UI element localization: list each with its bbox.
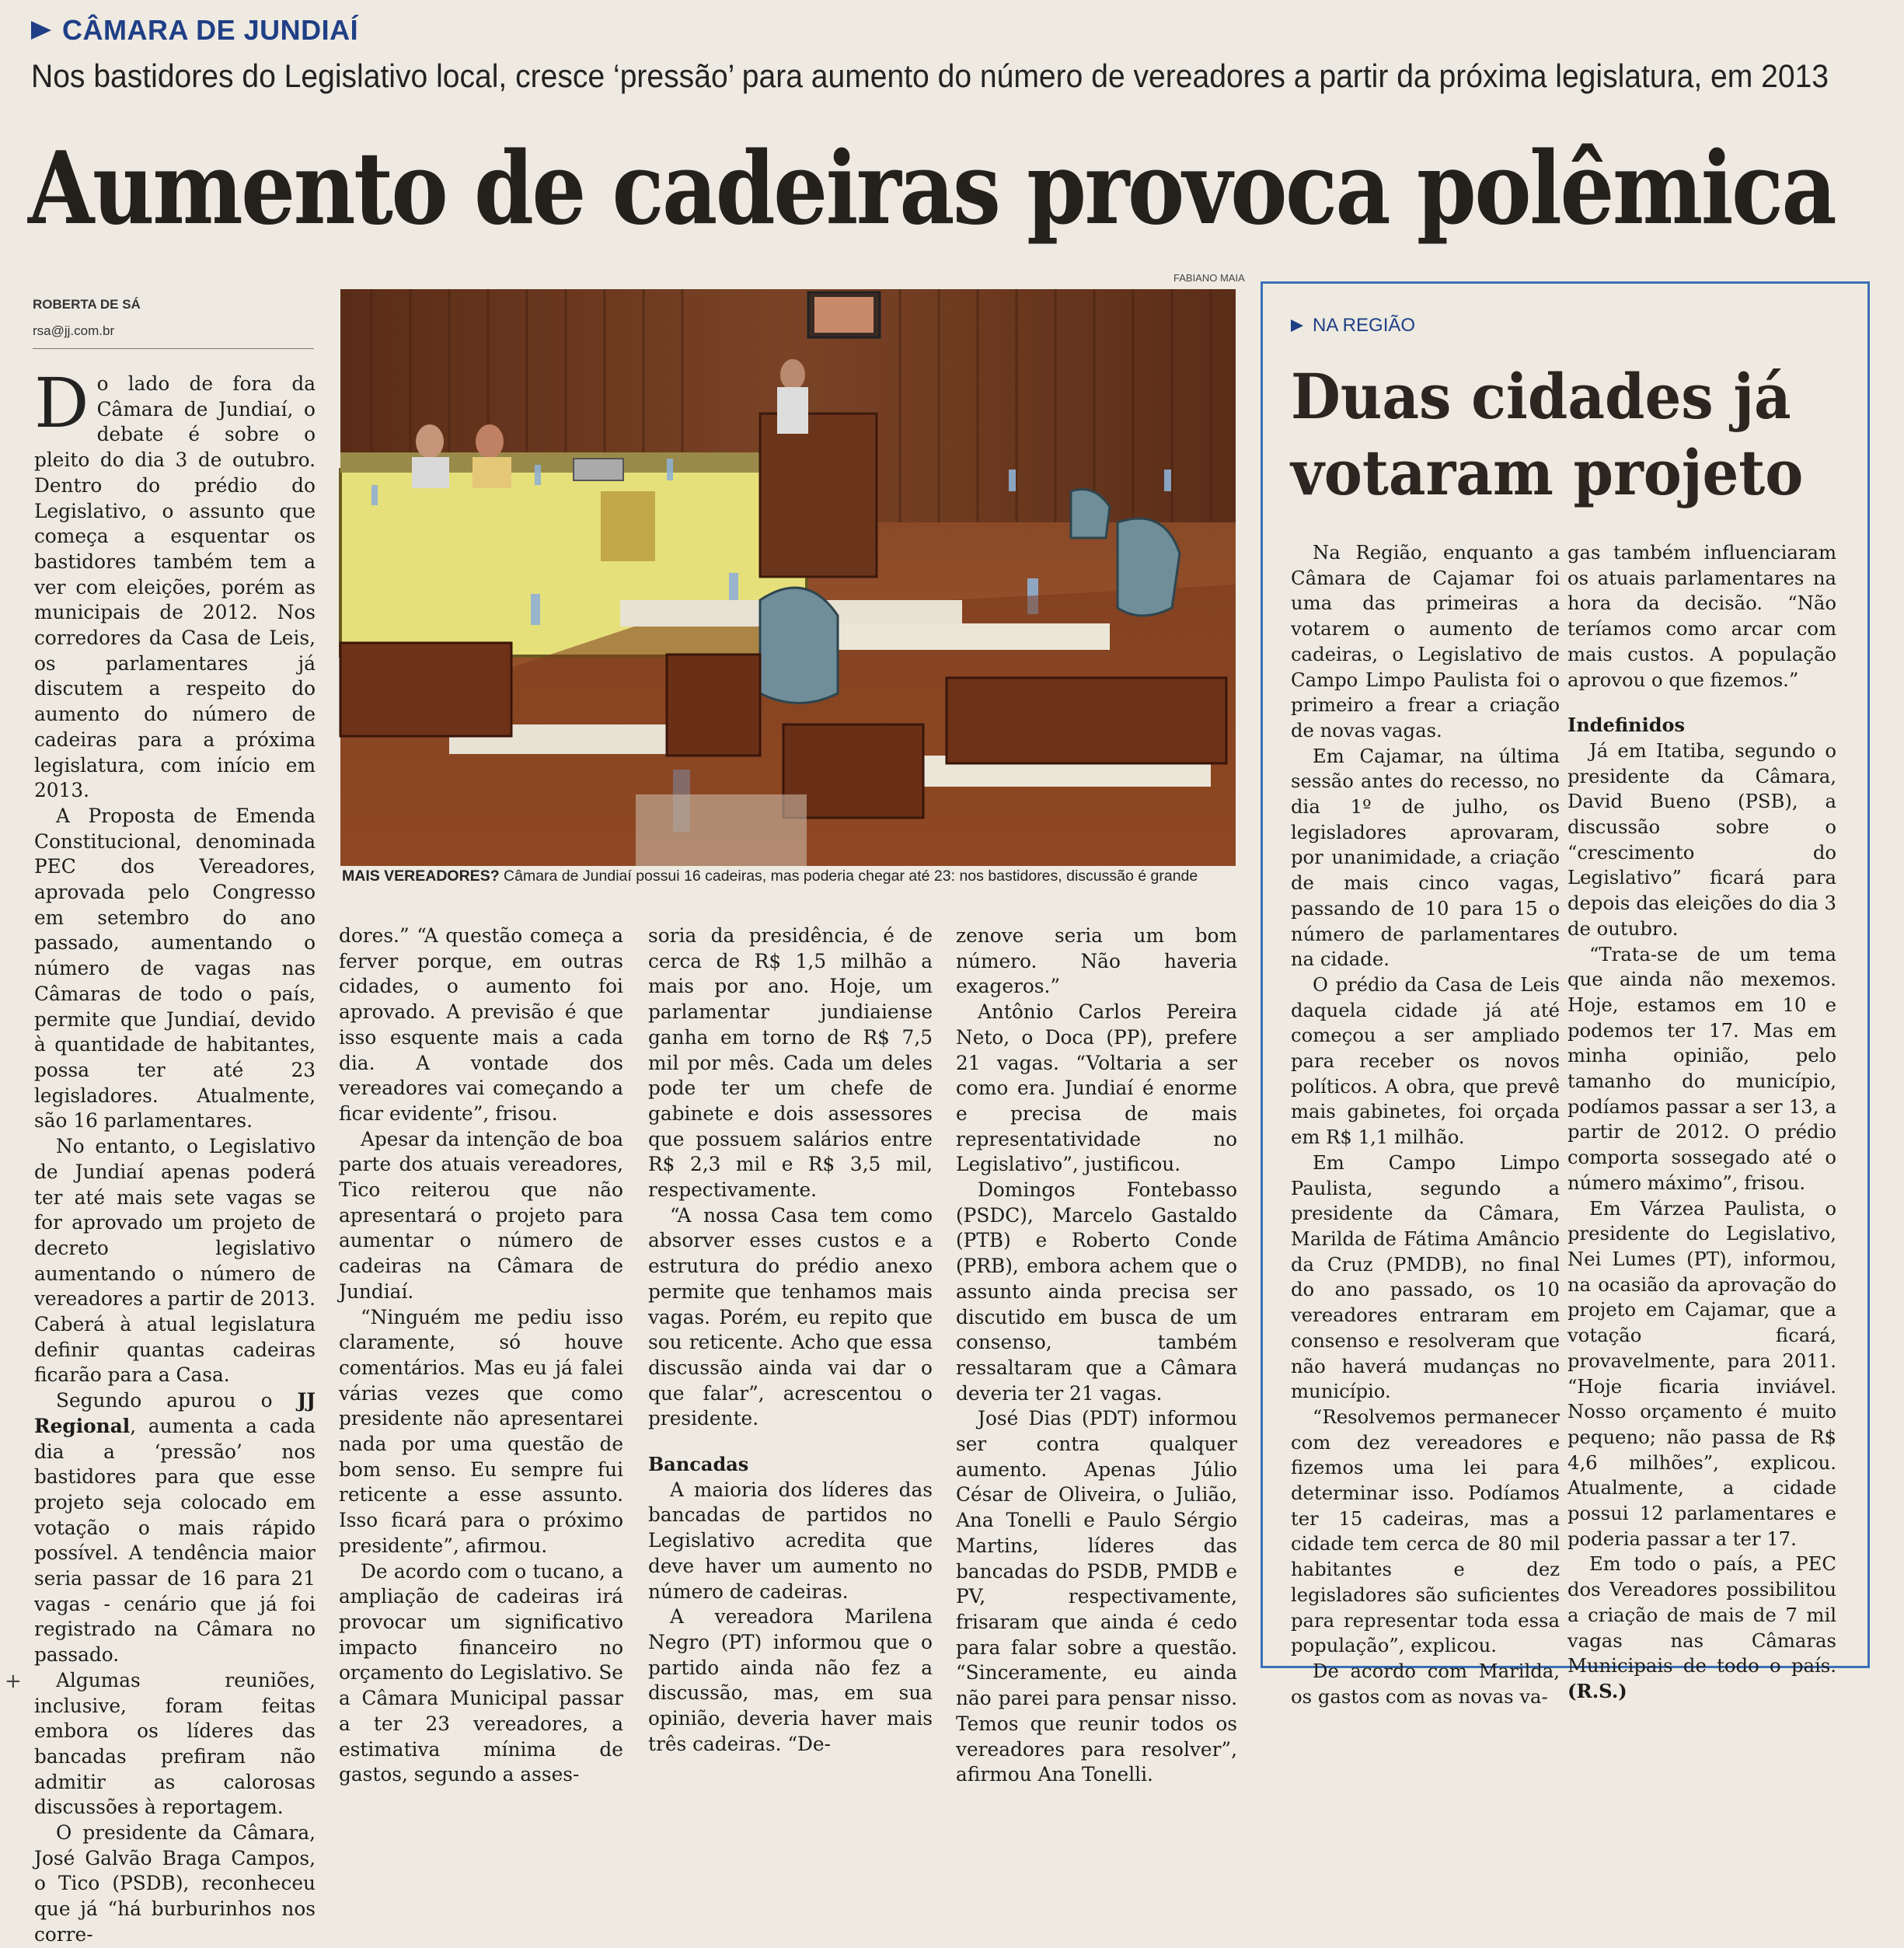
chamber-photo-illustration xyxy=(340,289,1236,866)
paragraph: De acordo com o tucano, a ampliação de cadeiras irá provocar um significativo impacto financeiro no orçamento do Legislativo. Se a Câmara Municipal passar a ter 23 vereadores, a estimativa mínima de gastos, segundo a asses- xyxy=(339,1559,623,1786)
paragraph: zenove seria um bom número. Não haveria exageros.” xyxy=(956,924,1237,998)
photo-credit: FABIANO MAIA xyxy=(1173,272,1245,284)
paragraph: Algumas reuniões, inclusive, foram feitas embora os líderes das bancadas prefiram não admitir as calorosas discussões à reportagem. xyxy=(34,1668,316,1819)
paragraph: De acordo com Marilda, os gastos com as novas va- xyxy=(1291,1659,1560,1708)
paragraph: No entanto, o Legislativo de Jundiaí apenas poderá ter até mais sete vagas se for aprovado um projeto de decreto legislativo aumentando o número de vereadores a partir de 2013. Caberá à atual legislatura definir quantas cadeiras ficarão para a Casa. xyxy=(34,1135,316,1387)
sidebar-tag xyxy=(1291,315,1415,337)
chamber-photo xyxy=(340,289,1236,866)
subheading: Bancadas xyxy=(648,1453,749,1476)
paragraph: Em Várzea Paulista, o presidente do Legislativo, Nei Lumes (PT), informou, na ocasião da aprovação do projeto em Cajamar, que a votação ficará, provavelmente, para 2011. “Hoje ficaria inviável. Nosso orçamento é muito pequeno; não passa de R$ 4,6 milhões”, explicou. Atualmente, a cidade possui 12 parlamentares e poderia passar a ter 17. xyxy=(1567,1196,1836,1550)
paragraph: gas também influenciaram os atuais parlamentares na hora da decisão. “Não teríamos como arcar com mais custos. A população aprovou o que fizemos.” xyxy=(1567,541,1836,691)
subheading: Indefinidos xyxy=(1567,714,1686,737)
article-column-3 xyxy=(648,923,933,1758)
sidebar-box xyxy=(1261,281,1870,1708)
paragraph: A vereadora Marilena Negro (PT) informou que o partido ainda não fez a discussão, mas, em sua opinião, deveria haver mais três cadeiras. “De- xyxy=(648,1605,933,1755)
article-column-4 xyxy=(956,923,1237,1788)
arrow-right-icon xyxy=(31,21,51,40)
section-label: CÂMARA DE JUNDIAÍ xyxy=(62,14,359,46)
sidebar-tag-label: NA REGIÃO xyxy=(1313,315,1416,336)
paragraph: “A nossa Casa tem como absorver esses custos e a estrutura do prédio anexo permite que tenhamos mais vagas. Porém, eu repito que sou reticente. Acho que essa discussão ainda vai dar o que falar”, acrescentou o presidente. xyxy=(648,1203,933,1430)
paragraph: O presidente da Câmara, José Galvão Braga Campos, o Tico (PSDB), reconheceu que já “há burburinhos nos corre- xyxy=(34,1821,316,1946)
paragraph: soria da presidência, é de cerca de R$ 1,5 milhão a mais por ano. Hoje, um parlamentar jundiaiense ganha em torno de R$ 7,5 mil por mês. Cada um deles pode ter um chefe de gabinete e dois assessores que possuem salários entre R$ 2,3 mil e R$ 3,5 mil, respectivamente. xyxy=(648,924,933,1202)
paragraph: O prédio da Casa de Leis daquela cidade já até começou a ser ampliado para receber os novos políticos. A obra, que prevê mais gabinetes, foi orçada em R$ 1,1 milhão. xyxy=(1291,972,1560,1149)
section-tag xyxy=(31,14,358,47)
paragraph: dores.” “A questão começa a ferver porque, em outras cidades, o aumento foi aprovado. A previsão é que isso esquente mais a cada dia. A vontade dos vereadores vai começando a ficar evidente”, frisou. xyxy=(339,924,623,1125)
sidebar-column-1 xyxy=(1291,540,1560,1709)
paragraph: “Resolvemos permanecer com dez vereadores e fizemos uma lei para determinar isso. Podíamos ter 15 cadeiras, mas a cidade tem cerca de 80 mil habitantes e dez legisladores são suficientes para representar toda essa população”, explicou. xyxy=(1291,1405,1560,1657)
sidebar-column-2 xyxy=(1567,540,1836,1705)
paragraph: Em todo o país, a PEC dos Vereadores possibilitou a criação de mais de 7 mil vagas nas Câmaras Municipais de todo o país. (R.S.) xyxy=(1567,1552,1836,1702)
paragraph: Já em Itatiba, segundo o presidente da Câmara, David Bueno (PSB), a discussão sobre o “crescimento do Legislativo” ficará para depois das eleições do dia 3 de outubro. xyxy=(1567,738,1836,940)
photo-caption xyxy=(342,868,1243,885)
paragraph: Em Cajamar, na última sessão antes do recesso, no dia 1º de julho, os legisladores aprovaram, por unanimidade, a criação de mais cinco vagas, passando de 10 para 15 o número de parlamentares na cidade. xyxy=(1291,744,1560,971)
headline: Aumento de cadeiras provoca polêmica xyxy=(28,131,1836,247)
caption-lead: MAIS VEREADORES? xyxy=(342,868,500,885)
paragraph: Apesar da intenção de boa parte dos atuais vereadores, Tico reiterou que não apresentará o projeto para aumentar o número de cadeiras na Câmara de Jundiaí. xyxy=(339,1127,623,1303)
paragraph: Domingos Fontebasso (PSDC), Marcelo Gastaldo (PTB) e Roberto Conde (PRB), embora achem que o assunto ainda precisa ser discutido em busca de um consenso, também ressaltaram que a Câmara deveria ter 21 vagas. xyxy=(956,1178,1237,1405)
paragraph: Segundo apurou o JJ Regional, aumenta a cada dia a ‘pressão’ nos bastidores para que esse projeto seja colocado em votação o mais rápido possível. A tendência maior seria passar de 16 para 21 vagas - cenário que já foi registrado na Câmara no passado. xyxy=(34,1389,316,1667)
author-initials: (R.S.) xyxy=(1567,1679,1627,1702)
byline-name: ROBERTA DE SÁ xyxy=(33,297,141,312)
sidebar-title: Duas cidades já votaram projeto xyxy=(1291,360,1804,509)
paragraph: “Ninguém me pediu isso claramente, só houve comentários. Mas eu já falei várias vezes que como presidente não apresentarei nada por uma questão de bom senso. Eu sempre fui reticente a esse assunto. Isso ficará para o próximo presidente”, afirmou. xyxy=(339,1305,623,1557)
newspaper-name: JJ Regional xyxy=(34,1389,316,1437)
byline-email: rsa@jj.com.br xyxy=(33,323,314,349)
paragraph: Na Região, enquanto a Câmara de Cajamar foi uma das primeiras a votarem o aumento de cadeiras, o Legislativo de Campo Limpo Paulista foi o primeiro a frear a criação de novas vagas. xyxy=(1291,541,1560,742)
article-column-1 xyxy=(34,363,316,1948)
paragraph: Do lado de fora da Câmara de Jundiaí, o debate é sobre o pleito do dia 3 de outubro. Dentro do prédio do Legislativo, o assunto que começa a esquentar os bastidores também tem a ver com eleições, porém as municipais de 2012. Nos corredores da Casa de Leis, os parlamentares já discutem a respeito do aumento do número de cadeiras para a próxima legislatura, com início em 2013. xyxy=(34,363,316,802)
byline xyxy=(33,297,314,349)
paragraph: “Trata-se de um tema que ainda não mexemos. Hoje, estamos em 10 e podemos ter 17. Mas em minha opinião, pelo tamanho do município, podíamos passar a ser 13, a partir de 2012. O prédio comporta sossegado até o número máximo”, frisou. xyxy=(1567,942,1836,1194)
caption-text: Câmara de Jundiaí possui 16 cadeiras, mas poderia chegar até 23: nos bastidores, discussão é grande xyxy=(499,868,1198,885)
kicker: Nos bastidores do Legislativo local, cresce ‘pressão’ para aumento do número de vereadores a partir da próxima legislatura, em 2013 xyxy=(31,58,1829,94)
arrow-right-icon xyxy=(1291,319,1303,332)
paragraph: A maioria dos líderes das bancadas de partidos no Legislativo acredita que deve haver um aumento no número de cadeiras. xyxy=(648,1478,933,1603)
registration-mark: + xyxy=(5,1670,22,1693)
drop-cap: D xyxy=(34,363,89,443)
paragraph: A Proposta de Emenda Constitucional, denominada PEC dos Vereadores, aprovada pelo Congresso em setembro do ano passado, aumentando o número de vagas nas Câmaras de todo o país, permite que Jundiaí, devido à quantidade de habitantes, possa ter até 23 legisladores. Atualmente, são 16 parlamentares. xyxy=(34,804,316,1133)
article-column-2 xyxy=(339,923,623,1788)
paragraph: Antônio Carlos Pereira Neto, o Doca (PP), prefere 21 vagas. “Voltaria a ser como era. Jundiaí é enorme e precisa de mais representatividade no Legislativo”, justificou. xyxy=(956,1000,1237,1176)
paragraph: Em Campo Limpo Paulista, segundo a presidente da Câmara, Marilda de Fátima Amâncio da Cruz (PMDB), no final do ano passado, os 10 vereadores entraram em consenso e resolveram que não haverá mudanças no município. xyxy=(1291,1150,1560,1403)
paragraph: José Dias (PDT) informou ser contra qualquer aumento. Apenas Júlio César de Oliveira, o Julião, Ana Tonelli e Paulo Sérgio Martins, líderes das bancadas do PSDB, PMDB e PV, respectivamente, frisaram que ainda é cedo para falar sobre a questão. “Sinceramente, eu ainda não parei para pensar nisso. Temos que reunir todos os vereadores para resolver”, afirmou Ana Tonelli. xyxy=(956,1407,1237,1786)
